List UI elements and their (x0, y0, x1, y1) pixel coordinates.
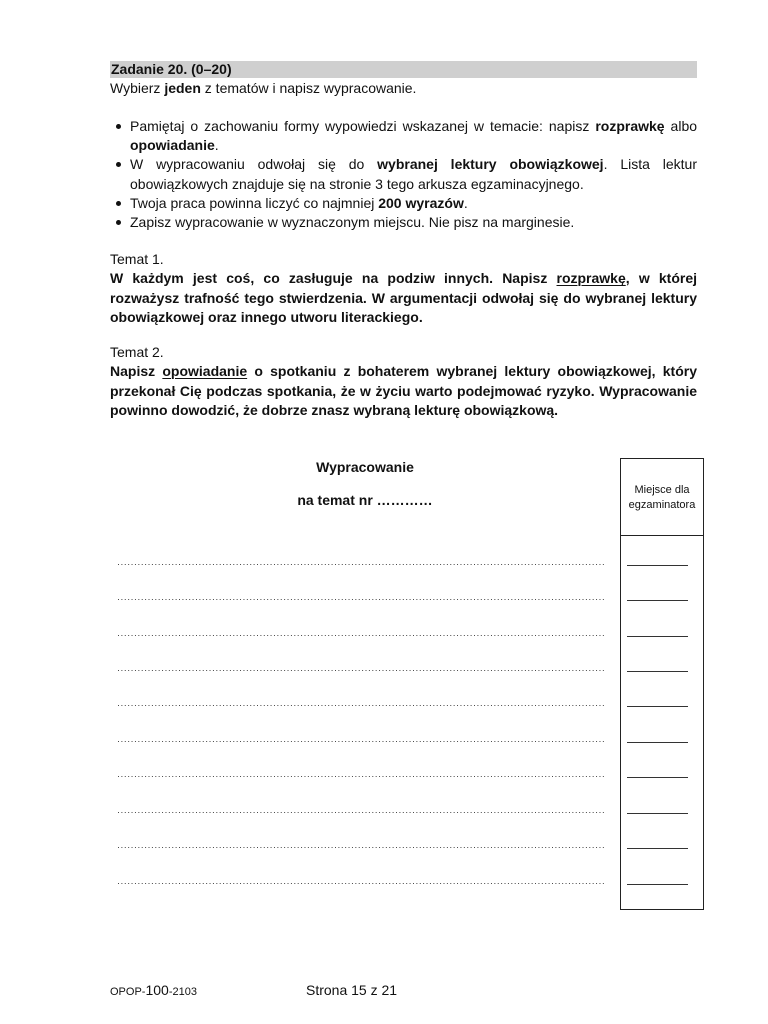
bullet-icon (116, 162, 121, 167)
answer-dotted-line (118, 599, 605, 600)
topic-2 (110, 343, 697, 420)
guideline-text: . Lista lektur obowiązkowych znajduje się na stronie 3 tego arkusza egzaminacyjnego. (130, 156, 697, 192)
answer-dotted-line (118, 670, 605, 671)
bullet-icon (116, 220, 121, 225)
essay-topic-number: na temat nr ………… (297, 492, 433, 508)
answer-dotted-line (118, 635, 605, 636)
answer-row (0, 776, 768, 778)
answer-dotted-line (118, 847, 605, 848)
guidelines-list (110, 117, 697, 232)
answer-row (0, 599, 768, 601)
exam-code-prefix: OPOP- (110, 986, 146, 998)
examiner-label: Miejsce dla egzaminatora (628, 484, 696, 511)
guideline-text: Zapisz wypracowanie w wyznaczonym miejscu. Nie pisz na marginesie. (130, 214, 575, 231)
answer-row (0, 847, 768, 849)
guideline-emphasis: rozprawkę (595, 118, 665, 134)
examiner-score-line (627, 636, 688, 637)
examiner-score-line (627, 565, 688, 566)
examiner-score-line (627, 884, 688, 885)
answer-dotted-line (118, 812, 605, 813)
answer-dotted-line (118, 741, 605, 742)
examiner-score-line (627, 813, 688, 814)
answer-row (0, 564, 768, 566)
page-number: Strona 15 z 21 (306, 982, 398, 998)
guideline-emphasis: wybranej lektury obowiązkowej (377, 156, 604, 173)
examiner-score-line (627, 777, 688, 778)
exam-code-number: 100 (145, 982, 169, 998)
essay-title: Wypracowanie (316, 459, 414, 475)
topic-text (110, 362, 697, 420)
guideline-emphasis: opowiadanie (130, 137, 215, 154)
guideline-text: Twoja praca powinna liczyć co najmniej (130, 194, 379, 211)
instruction-emphasis: jeden (164, 80, 201, 96)
topic-text-part: W każdym jest coś, co zasługuje na podziw innych. Napisz (110, 270, 557, 287)
answer-dotted-line (118, 776, 605, 777)
bullet-icon (116, 201, 121, 206)
topic-1 (110, 250, 697, 327)
topic-text (110, 269, 697, 327)
answer-row (0, 741, 768, 743)
answer-row (0, 705, 768, 707)
instruction-text: Wybierz (110, 80, 165, 96)
task-instruction (110, 79, 697, 98)
guideline-item (110, 194, 697, 213)
guideline-text: Pamiętaj o zachowaniu formy wypowiedzi wskazanej w temacie: napisz (130, 118, 596, 134)
topic-label: Temat 1. (110, 251, 164, 267)
topic-text-part: o spotkaniu z bohaterem wybranej lektury obowiązkowej, który przekonał Cię podczas spotkania, że w życiu warto podejmować ryzyko. Wypracowanie powinno dowodzić, że dobrze znasz wybraną lekturę obowiązkową. (110, 363, 697, 418)
answer-dotted-line (118, 883, 605, 884)
examiner-column (620, 458, 704, 910)
exam-code-suffix: -2103 (168, 986, 197, 998)
topic-text-part: Napisz (110, 363, 163, 380)
answer-dotted-line (118, 564, 605, 565)
guideline-item (110, 213, 697, 232)
examiner-separator (621, 535, 703, 536)
topic-label: Temat 2. (110, 344, 164, 360)
instruction-text: z tematów i napisz wypracowanie. (200, 80, 417, 96)
guideline-item (110, 155, 697, 193)
answer-row (0, 883, 768, 885)
bullet-icon (116, 124, 121, 129)
guideline-text: albo (664, 118, 698, 134)
topic-text-part: , w której rozważysz trafność tego stwierdzenia. W argumentacji odwołaj się do wybranej lektury obowiązkowej oraz innego utworu literackiego. (110, 270, 698, 325)
guideline-text: . (463, 194, 468, 211)
guideline-text: . (214, 137, 219, 154)
task-header: Zadanie 20. (0–20) (110, 61, 697, 78)
answer-row (0, 670, 768, 672)
answer-row (0, 635, 768, 637)
examiner-score-line (627, 706, 688, 707)
answer-dotted-line (118, 705, 605, 706)
guideline-item (110, 117, 697, 155)
examiner-score-line (627, 848, 688, 849)
examiner-score-line (627, 742, 688, 743)
guideline-text: W wypracowaniu odwołaj się do (130, 156, 378, 173)
examiner-score-line (627, 671, 688, 672)
topic-form-keyword: rozprawkę (556, 270, 626, 287)
exam-code (110, 981, 197, 1001)
guideline-emphasis: 200 wyrazów (378, 194, 464, 211)
topic-form-keyword: opowiadanie (162, 363, 248, 380)
answer-row (0, 812, 768, 814)
examiner-score-line (627, 600, 688, 601)
